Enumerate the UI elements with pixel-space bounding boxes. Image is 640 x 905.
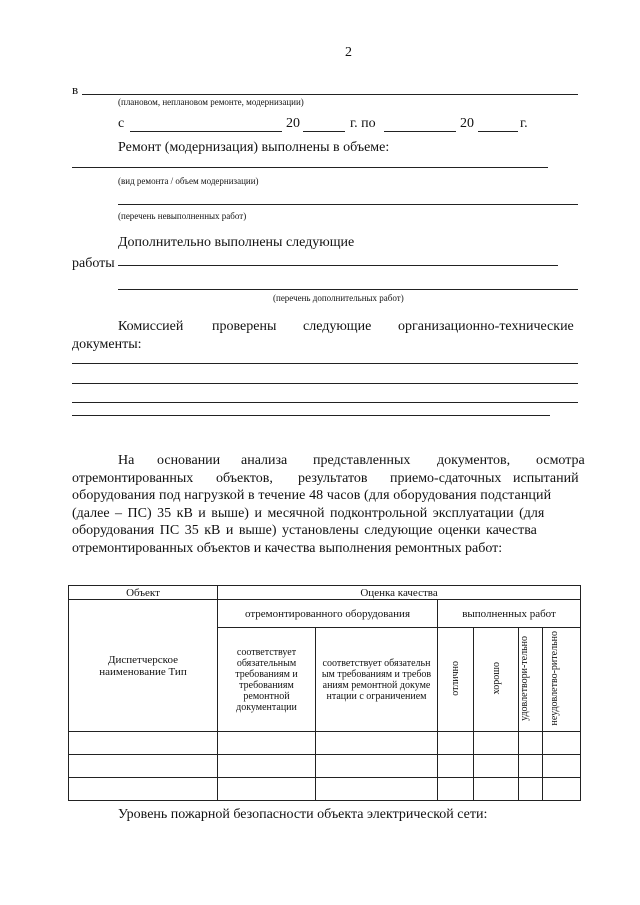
basis-w6: осмотра: [536, 453, 585, 468]
basis-line5: оборудования ПС 35 кВ и выше) установлены следующие оценки качества: [72, 523, 537, 538]
header-repaired-equipment: отремонтированного оборудования: [218, 600, 438, 628]
additional-works-label: работы: [72, 256, 115, 271]
basis-line3: оборудования под нагрузкой в течение 48 часов (для оборудования подстанций: [72, 488, 552, 503]
header-grade-good: хорошо: [474, 628, 519, 732]
documents-line1[interactable]: [72, 363, 578, 364]
not-done-caption: (перечень невыполненных работ): [118, 211, 247, 221]
additional-works-line2[interactable]: [118, 289, 578, 290]
repair-kind-prefix: в: [72, 82, 79, 97]
basis-l2-w5: испытаний: [513, 471, 579, 486]
commission-word1: Комиссией: [118, 319, 184, 334]
not-done-line[interactable]: [118, 204, 578, 205]
header-grade-unsatisfactory: неудовлетво-рительно: [543, 628, 581, 732]
basis-l2-w2: объектов,: [216, 471, 273, 486]
table-cell[interactable]: [438, 755, 474, 778]
fire-safety-heading: Уровень пожарной безопасности объекта электрической сети:: [118, 807, 488, 822]
table-cell[interactable]: [543, 755, 581, 778]
basis-w4: представленных: [313, 453, 411, 468]
commission-word2: проверены: [212, 319, 277, 334]
repair-volume-heading: Ремонт (модернизация) выполнены в объеме:: [118, 140, 390, 155]
table-cell[interactable]: [69, 755, 218, 778]
repair-kind-caption: (плановом, неплановом ремонте, модернизации): [118, 97, 304, 107]
table-cell[interactable]: [519, 732, 543, 755]
table-cell[interactable]: [218, 778, 316, 801]
basis-l2-w3: результатов: [298, 471, 368, 486]
date-to-field[interactable]: [384, 131, 456, 132]
commission-line2: документы:: [72, 337, 142, 352]
table-cell[interactable]: [474, 732, 519, 755]
date-to-label: г. по: [350, 116, 376, 131]
header-works-done: выполненных работ: [438, 600, 581, 628]
table-cell[interactable]: [69, 732, 218, 755]
basis-line6: отремонтированных объектов и качества выполнения ремонтных работ:: [72, 541, 503, 556]
table-row: [69, 778, 581, 801]
repair-kind-line[interactable]: [82, 94, 578, 95]
table-cell[interactable]: [218, 755, 316, 778]
basis-line4: (далее – ПС) 35 кВ и выше) и месячной подконтрольной эксплуатации (для: [72, 506, 545, 521]
table-cell[interactable]: [316, 778, 438, 801]
table-cell[interactable]: [438, 732, 474, 755]
table-cell[interactable]: [543, 778, 581, 801]
additional-works-caption: (перечень дополнительных работ): [273, 293, 404, 303]
additional-works-line1[interactable]: [118, 265, 558, 266]
table-row: [69, 755, 581, 778]
additional-works-heading: Дополнительно выполнены следующие: [118, 235, 355, 250]
header-quality: Оценка качества: [218, 586, 581, 600]
documents-line4[interactable]: [72, 415, 550, 416]
repair-volume-caption: (вид ремонта / объем модернизации): [118, 176, 259, 186]
table-cell[interactable]: [519, 755, 543, 778]
date-from-label: с: [118, 116, 125, 131]
table-cell[interactable]: [218, 732, 316, 755]
table-cell[interactable]: [69, 778, 218, 801]
basis-w5: документов,: [437, 453, 511, 468]
date-from-year-field[interactable]: [303, 131, 345, 132]
repair-volume-line[interactable]: [72, 167, 548, 168]
date-to-year-field[interactable]: [478, 131, 518, 132]
header-grade-satisfactory: удовлетвори-тельно: [519, 628, 543, 732]
header-complies-limited: соответствует обязательным требованиям и требованиям ремонтной документации с ограничением: [316, 628, 438, 732]
date-to-year: 20: [460, 116, 474, 131]
documents-line2[interactable]: [72, 383, 578, 384]
quality-table: [68, 585, 581, 801]
table-row: [69, 732, 581, 755]
header-dispatch-name: Диспетчерское наименование Тип: [69, 600, 218, 732]
commission-word4: организационно-технические: [398, 319, 574, 334]
commission-word3: следующие: [303, 319, 372, 334]
page-number: 2: [345, 45, 352, 60]
table-cell[interactable]: [519, 778, 543, 801]
header-grade-excellent: отлично: [438, 628, 474, 732]
date-from-field[interactable]: [130, 131, 282, 132]
table-cell[interactable]: [474, 755, 519, 778]
date-to-suffix: г.: [520, 116, 528, 131]
basis-l2-w4: приемо-сдаточных: [390, 471, 502, 486]
documents-line3[interactable]: [72, 402, 578, 403]
basis-w2: основании: [157, 453, 221, 468]
table-cell[interactable]: [474, 778, 519, 801]
date-from-year: 20: [286, 116, 300, 131]
table-cell[interactable]: [316, 755, 438, 778]
basis-w1: На: [118, 453, 135, 468]
basis-l2-w1: отремонтированных: [72, 471, 194, 486]
basis-w3: анализа: [241, 453, 288, 468]
header-complies: соответствует обязательным требованиям и требованиям ремонтной документации: [218, 628, 316, 732]
header-object: Объект: [69, 586, 218, 600]
table-cell[interactable]: [316, 732, 438, 755]
table-cell[interactable]: [438, 778, 474, 801]
table-cell[interactable]: [543, 732, 581, 755]
